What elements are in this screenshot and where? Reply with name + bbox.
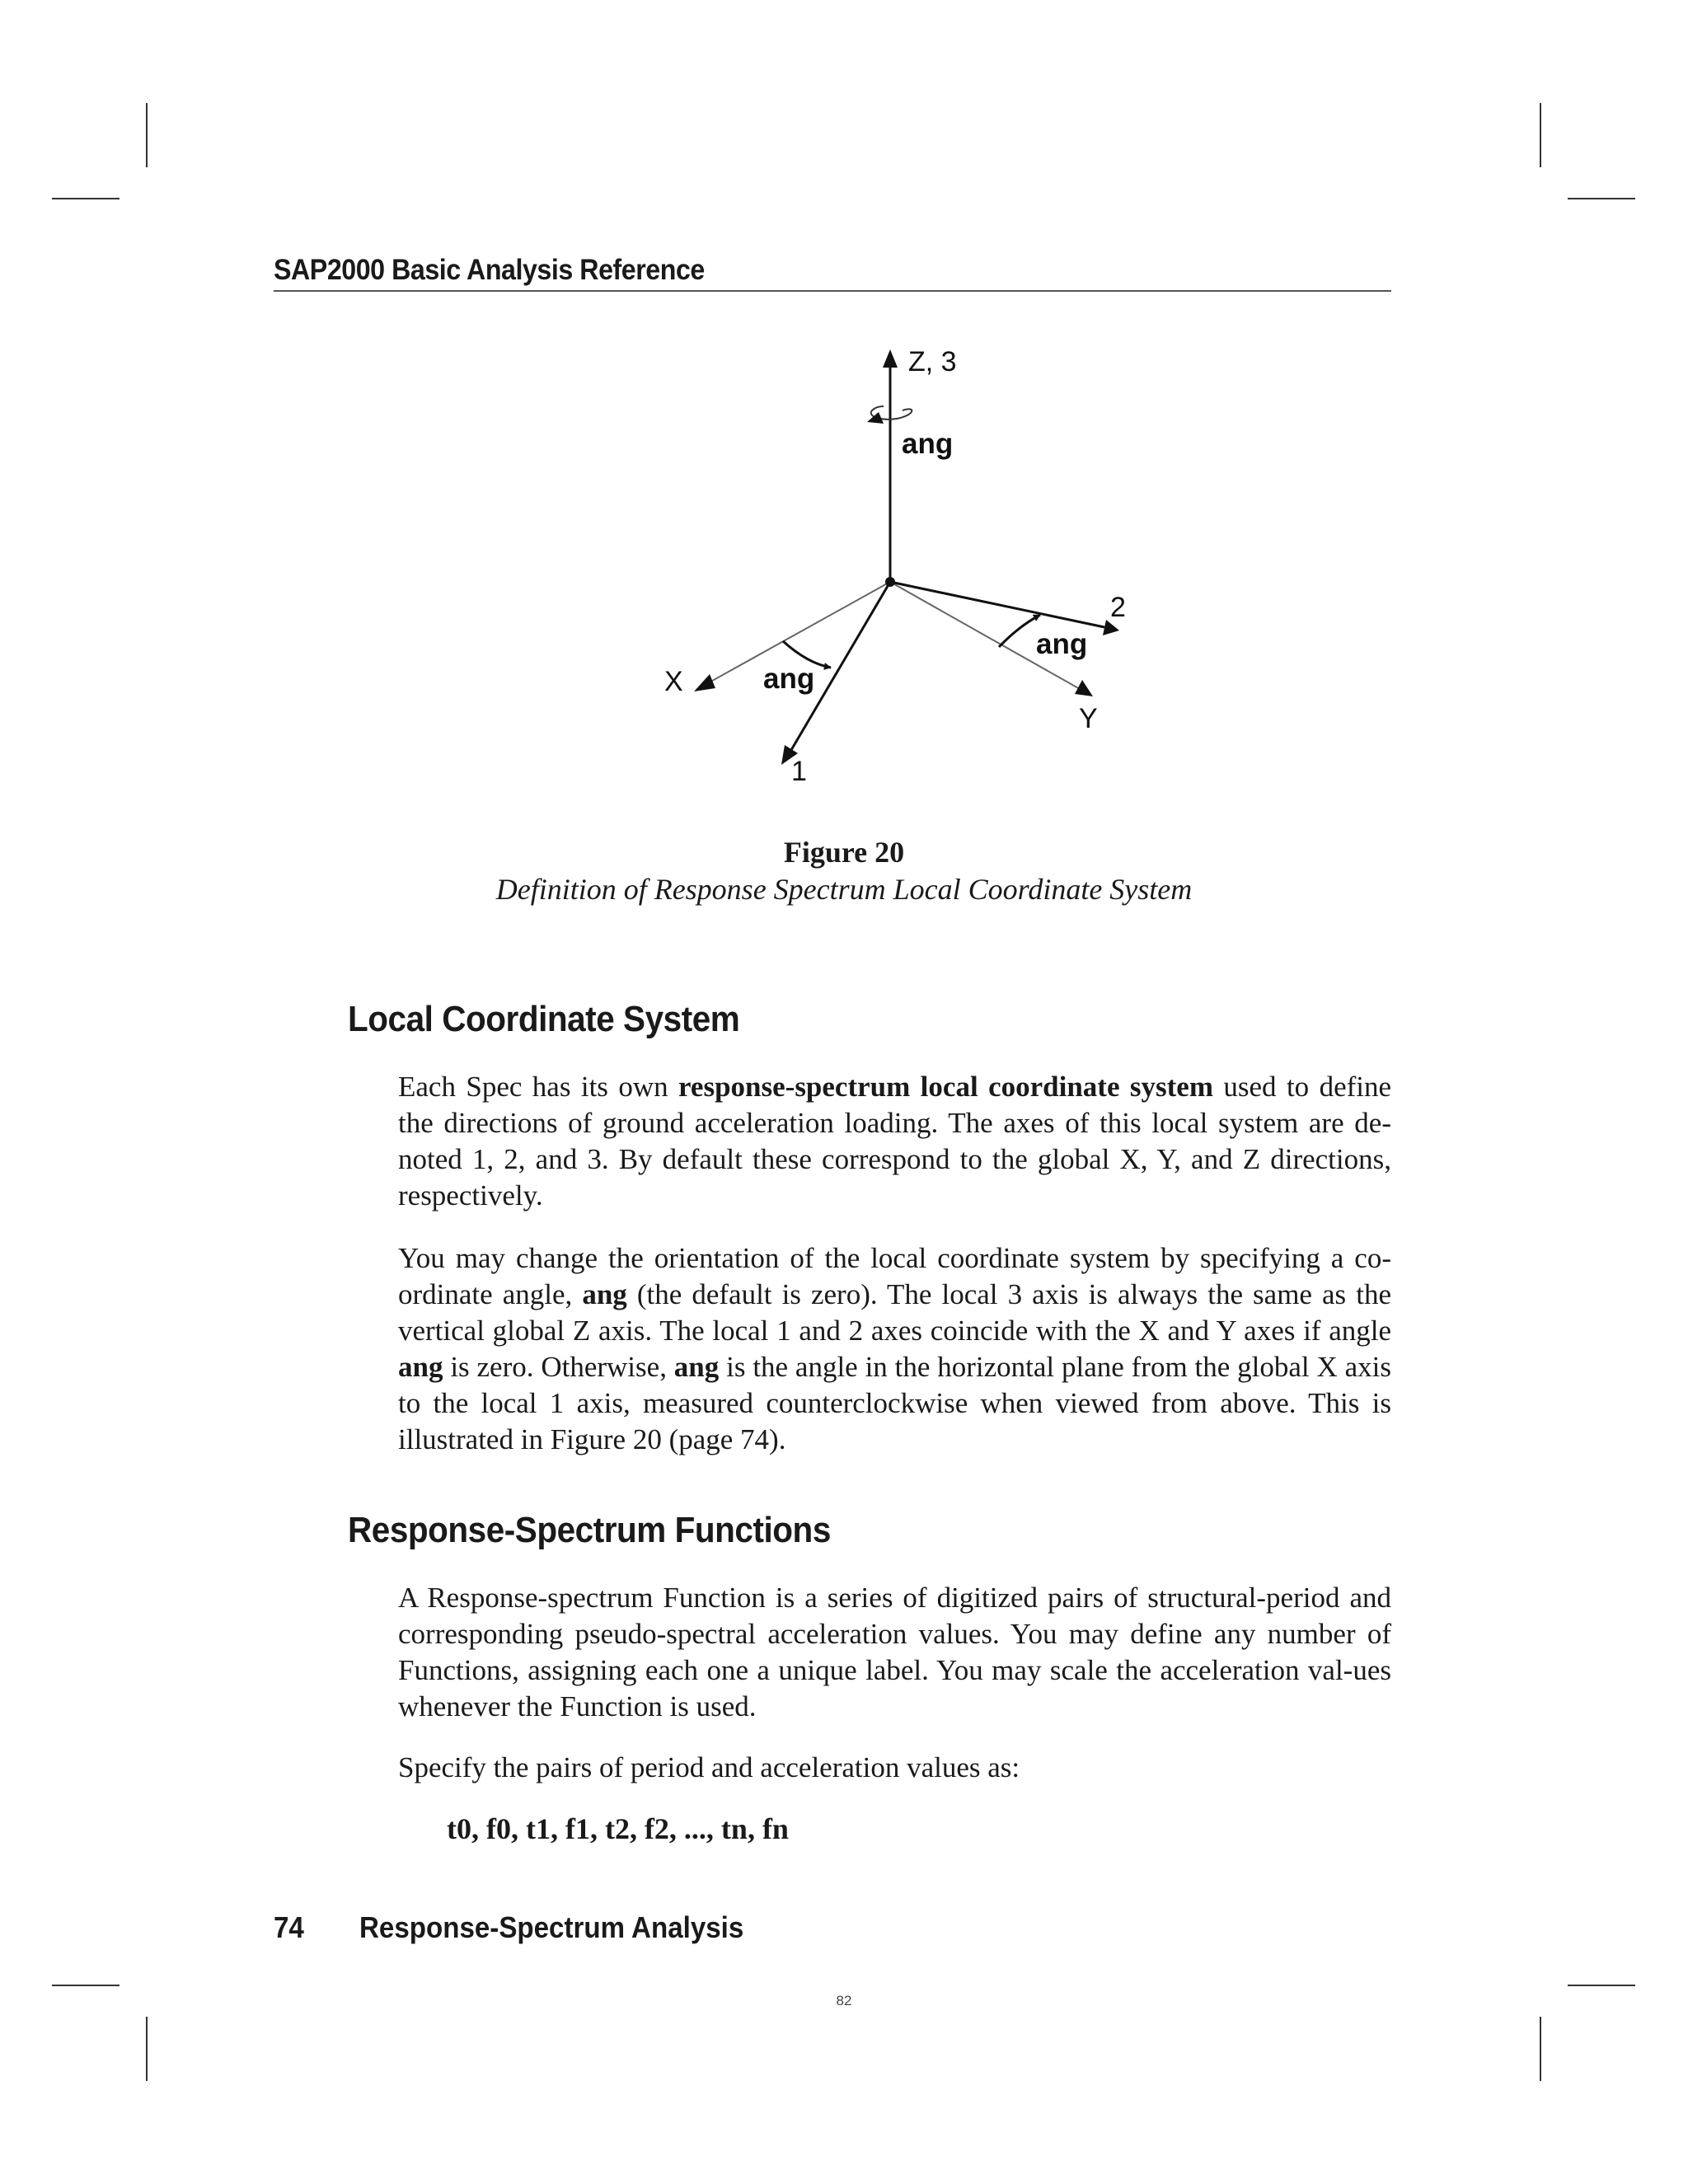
paragraph-spec-coordinate-system: Each Spec has its own response-spectrum local coordinate system used to define the directions of ground acceleration loading. The axes of this local system are de-noted 1, 2, and 3. By default these correspond to the global X, Y, and Z directions, respectively. [398, 1071, 1392, 1212]
z3-axis-label: Z, 3 [908, 346, 957, 377]
chapter-title: Response-Spectrum Analysis [359, 1910, 744, 1944]
crop-mark-bottom-left-horizontal [52, 1985, 120, 1986]
axis-2-label: 2 [1110, 592, 1126, 623]
coordinate-system-diagram [0, 0, 1688, 824]
page-number: 74 [274, 1910, 304, 1944]
syntax-period-acceleration-pairs: t0, f0, t1, f1, t2, f2, ..., tn, fn [447, 1812, 789, 1845]
figure-number: Figure 20 [783, 836, 905, 869]
term-ang: ang [582, 1278, 627, 1310]
term-response-spectrum-local-coordinate-system: response-spectrum local coordinate system [678, 1071, 1213, 1103]
term-ang: ang [398, 1351, 443, 1383]
z-rotation-arrowhead [867, 412, 884, 424]
paragraph-ang-orientation: You may change the orientation of the local coordinate system by specifying a co-ordinate angle, ang (the default is zero). The local 3 axis is always the same as the vertical global Z axis. The local 1 and 2 axes coincide with the X and Y axes if angle ang is zero. Otherwise, ang is the angle in the horizontal plane from the global X axis to the local 1 axis, measured counterclockwise when viewed from above. This is illustrated in Figure 20 (page 74). [398, 1242, 1391, 1455]
axis-1-label: 1 [791, 756, 807, 787]
z-axis-arrowhead [883, 349, 898, 368]
local-2-axis-line [890, 582, 1104, 627]
origin-point [885, 577, 895, 587]
section-heading-response-spectrum-functions: Response-Spectrum Functions [348, 1510, 831, 1550]
crop-mark-bottom-left-vertical [146, 2017, 148, 2081]
paragraph-specify-pairs: Specify the pairs of period and acceleration values as: [398, 1751, 1020, 1783]
paragraph-function-definition: A Response-spectrum Function is a series of digitized pairs of structural-period and corresponding pseudo-spectral acceleration values. You may define any number of Functions, assigning each one a unique label. You may scale the acceleration val-ues whenever the Function is used. [398, 1582, 1391, 1722]
ang-arc-right [999, 615, 1040, 647]
crop-mark-bottom-right-vertical [1540, 2017, 1541, 2081]
ang-label-top: ang [902, 428, 954, 460]
ang-label-right: ang [1036, 628, 1088, 660]
x-axis-label: X [664, 666, 683, 697]
y-axis-label: Y [1079, 703, 1098, 734]
term-ang: ang [673, 1351, 720, 1383]
section-heading-local-coordinate-system: Local Coordinate System [348, 999, 740, 1039]
crop-mark-bottom-right-horizontal [1568, 1985, 1635, 1986]
figure-title: Definition of Response Spectrum Local Coordinate System [495, 873, 1193, 906]
pdf-page-index: 82 [836, 1993, 852, 2008]
running-header-title: SAP2000 Basic Analysis Reference [274, 254, 705, 286]
ang-label-left: ang [763, 663, 815, 695]
global-x-axis-arrowhead [694, 674, 715, 691]
